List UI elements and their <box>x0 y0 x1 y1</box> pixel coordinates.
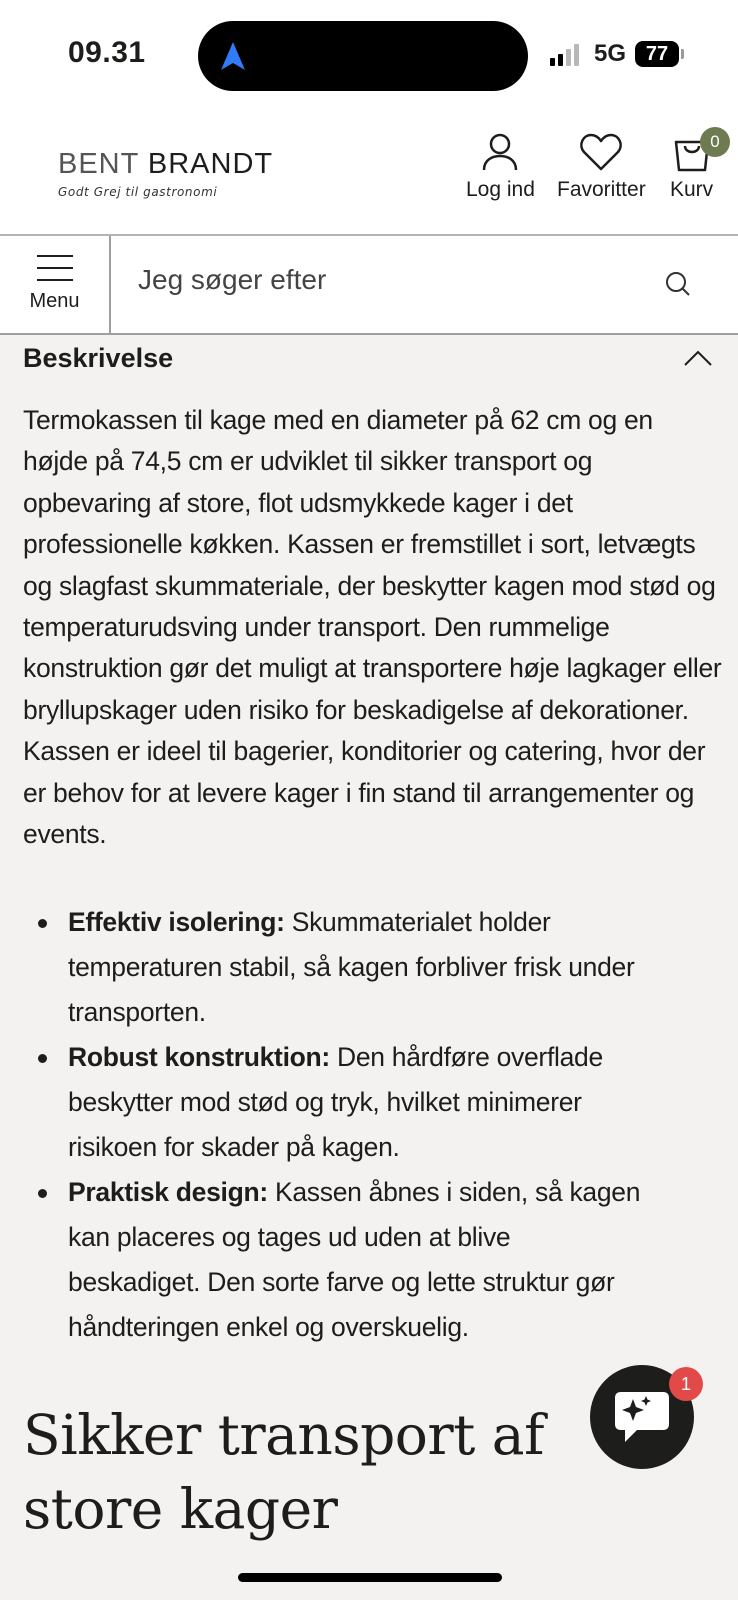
favorites-button[interactable] <box>557 132 646 202</box>
feature-list <box>68 900 648 1350</box>
signal-icon <box>550 44 579 66</box>
feature-text: Skummaterialet holder temperaturen stabil, så kagen forbliver frisk under transporten. <box>68 907 635 1027</box>
logo[interactable] <box>58 148 273 199</box>
search-icon[interactable] <box>664 270 692 298</box>
section-heading: Sikker transport af store kager <box>23 1403 544 1541</box>
site-header <box>0 110 738 236</box>
status-bar <box>0 0 738 110</box>
search-input[interactable] <box>138 264 658 296</box>
login-button[interactable] <box>466 132 535 202</box>
logo-tagline: Godt Grej til gastronomi <box>58 185 218 199</box>
chevron-up-icon[interactable] <box>683 349 713 367</box>
cart-count-badge: 0 <box>700 127 730 157</box>
home-indicator[interactable] <box>238 1573 502 1582</box>
feature-title: Robust konstruktion: <box>68 1042 330 1072</box>
feature-title: Effektiv isolering: <box>68 907 285 937</box>
chat-sparkle-icon <box>611 1388 673 1446</box>
feature-title: Praktisk design: <box>68 1177 268 1207</box>
network-type: 5G <box>594 40 627 67</box>
login-label: Log ind <box>466 178 535 201</box>
search-bar <box>0 236 738 335</box>
favorites-label: Favoritter <box>557 178 646 201</box>
feature-text: Den hårdføre overflade beskytter mod stød og tryk, hvilket minimerer risikoen for skader på kagen. <box>68 1042 603 1162</box>
location-arrow-icon <box>220 41 246 71</box>
battery-icon: 77 <box>635 41 679 67</box>
chat-notification-badge: 1 <box>669 1367 703 1401</box>
dynamic-island <box>198 21 528 91</box>
feature-text: Kassen åbnes i siden, så kagen kan placeres og tages ud uden at blive beskadiget. Den sorte farve og lette struktur gør håndteringen enkel og overskuelig. <box>68 1177 641 1342</box>
hamburger-icon <box>36 254 74 282</box>
heart-icon <box>579 132 623 172</box>
description-title: Beskrivelse <box>23 342 174 373</box>
cart-label: Kurv <box>670 178 714 201</box>
user-icon <box>480 132 520 172</box>
feature-item <box>68 900 648 1035</box>
description-accordion-header[interactable] <box>23 338 713 378</box>
logo-word-dark: BRANDT <box>147 148 274 180</box>
menu-label: Menu <box>29 290 80 312</box>
menu-button[interactable] <box>0 236 111 333</box>
status-time: 09.31 <box>68 36 146 69</box>
feature-item <box>68 1035 648 1170</box>
logo-word-light: BENT <box>58 148 139 180</box>
feature-item <box>68 1170 648 1350</box>
description-text: Termokassen til kage med en diameter på 62 cm og en højde på 74,5 cm er udviklet til sikker transport og opbevaring af store, flot udsmykkede kager i det professionelle køkken. Kassen er fremstillet i sort, letvægts og slagfast skummateriale, der beskytter kagen mod stød og temperaturudsving under transport. Den rummelige konstruktion gør det muligt at transportere høje lagkager eller bryllupskager uden risiko for beskadigelse af dekorationer. Kassen er ideel til bagerier, konditorier og catering, hvor der er behov for at levere kager i fin stand til arrangementer og events. <box>23 405 722 850</box>
